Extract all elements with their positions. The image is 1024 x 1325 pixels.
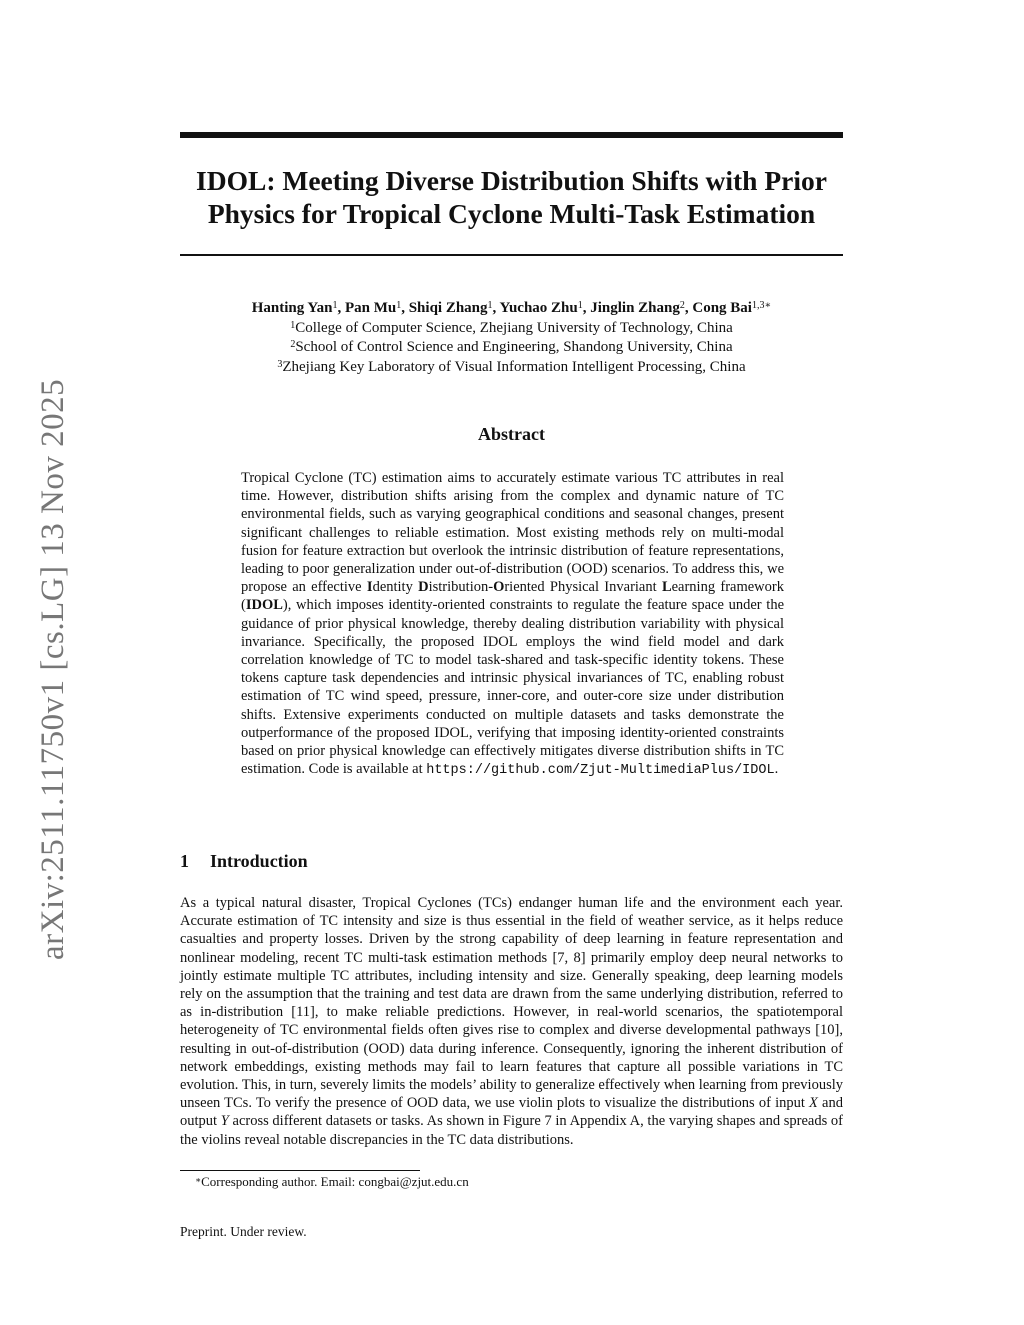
title-top-rule xyxy=(180,132,843,138)
footnote xyxy=(195,1174,469,1190)
abstract-text: . xyxy=(774,761,779,778)
title-line-2: Physics for Tropical Cyclone Multi-Task Estimation xyxy=(207,198,816,229)
paper-title xyxy=(180,164,843,230)
author-name: Yuchao Zhu xyxy=(499,300,578,316)
section-number: 1 xyxy=(180,851,189,871)
acronym-letter: D xyxy=(418,579,429,596)
author-affiliation-mark: 1 xyxy=(396,300,402,311)
author-name: Hanting Yan xyxy=(251,300,333,316)
title-bottom-rule xyxy=(180,254,843,256)
preprint-notice: Preprint. Under review. xyxy=(180,1224,307,1239)
affiliation xyxy=(180,319,843,339)
footnote-mark: ∗ xyxy=(195,1175,202,1185)
acronym-letter: O xyxy=(493,579,505,596)
code-url-link[interactable]: https://github.com/Zjut-MultimediaPlus/IDOL xyxy=(426,763,775,779)
section-title: Introduction xyxy=(210,851,308,871)
abstract-text: ), which imposes identity-oriented constraints to regulate the feature space under the guidance of prior physical knowledge, thereby dealing distribution variability with physical invariance. Specifically, the proposed IDOL employs the wind field model and dark correlation knowledge of TC to model task-shared and task-specific identity tokens. These tokens capture task dependencies and intrinsic physical invariances of TC, enabling robust estimation of TC wind speed, pressure, inner-core, and outer-core size under distribution shifts. Extensive experiments conducted on multiple datasets and tasks demonstrate the outperformance of the proposed IDOL, verifying that imposing identity-oriented constraints based on prior physical knowledge can effectively mitigates diverse distribution shifts in TC estimation. Code is available at xyxy=(241,597,784,778)
affiliation-mark: 3 xyxy=(277,358,283,370)
author-separator: , xyxy=(582,300,591,316)
acronym: IDOL xyxy=(245,597,283,614)
acronym-letter: L xyxy=(661,579,672,596)
title-line-1: IDOL: Meeting Diverse Distribution Shifts with Prior xyxy=(196,165,827,196)
author-list xyxy=(180,299,843,319)
author-name: Pan Mu xyxy=(344,300,397,316)
affiliation xyxy=(180,358,843,378)
abstract-text: riented Physical Invariant xyxy=(504,579,662,596)
acronym-letter: I xyxy=(366,579,373,596)
body-text: across different datasets or tasks. As shown in Figure 7 in Appendix A, the varying shapes and spreads of the violins reveal notable discrepancies in the TC data distributions. xyxy=(180,1113,843,1148)
author-affiliation-mark: 2 xyxy=(679,300,685,311)
arxiv-identifier: arXiv:2511.11750v1 [cs.LG] 13 Nov 2025 xyxy=(35,378,71,960)
affiliation-text: Zhejiang Key Laboratory of Visual Information Intelligent Processing, China xyxy=(282,358,746,375)
math-variable: Y xyxy=(220,1113,229,1130)
affiliation-mark: 2 xyxy=(290,339,296,350)
author-separator: , xyxy=(337,300,345,316)
abstract-text: dentity xyxy=(372,579,419,596)
author-affiliation-mark: 1,3∗ xyxy=(751,300,772,311)
author-affiliation-mark: 1 xyxy=(577,300,583,311)
author-name: Jinglin Zhang xyxy=(590,300,680,316)
affiliation-mark: 1 xyxy=(290,319,296,331)
body-text: and output xyxy=(180,1095,843,1130)
author-affiliation-mark: 1 xyxy=(332,300,338,311)
affiliation-text: College of Computer Science, Zhejiang University of Technology, China xyxy=(295,319,733,336)
affiliation-text: School of Control Science and Engineering, Shandong University, China xyxy=(295,339,733,355)
body-text: As a typical natural disaster, Tropical Cyclones (TCs) endanger human life and the environment each year. Accurate estimation of TC intensity and size is thus essential in the field of weather service, as it helps reduce casualties and property losses. Driven by the strong capability of deep learning in feature representation and nonlinear modeling, recent TC multi-task estimation methods [7, 8] primarily employ deep neural networks to jointly estimate multiple TC attributes, including intensity and size. Generally speaking, deep learning models rely on the assumption that the training and test data are drawn from the same underlying distribution, referred to as in-distribution [11], to make reliable predictions. However, in real-world scenarios, the spatiotemporal heterogeneity of TC environmental fields often gives rise to complex and diverse developmental pathways [10], resulting in out-of-distribution (OOD) data during inference. Consequently, ignoring the inherent distribution of network embeddings, existing methods may fail to learn features that capture all possible variations in TC evolution. This, in turn, severely limits the models’ ability to generalize effectively when learning from previously unseen TCs. To verify the presence of OOD data, we use violin plots to visualize the distributions of input xyxy=(180,895,843,1112)
author-name: Cong Bai xyxy=(692,300,752,316)
author-separator: , xyxy=(492,300,500,316)
section-heading xyxy=(180,851,308,872)
footnote-text: Corresponding author. Email: congbai@zjut.edu.cn xyxy=(201,1174,469,1189)
abstract-text: earning framework ( xyxy=(241,579,784,614)
author-separator: , xyxy=(684,300,693,316)
affiliation xyxy=(180,338,843,358)
author-affiliation-mark: 1 xyxy=(487,300,493,311)
abstract-body xyxy=(241,469,784,780)
author-name: Shiqi Zhang xyxy=(408,300,488,316)
author-separator: , xyxy=(401,300,409,316)
footnote-rule xyxy=(180,1170,420,1171)
abstract-text: Tropical Cyclone (TC) estimation aims to accurately estimate various TC attributes in real time. However, distribution shifts arising from the complex and dynamic nature of TC environmental fields, such as varying geographical conditions and seasonal changes, present significant challenges to reliable estimation. Most existing methods rely on multi-modal fusion for feature extraction but overlook the intrinsic distribution of feature representations, leading to poor generalization under out-of-distribution (OOD) scenarios. To address this, we propose an effective xyxy=(241,470,784,596)
introduction-paragraph xyxy=(180,894,843,1149)
math-variable: X xyxy=(809,1095,818,1112)
abstract-heading: Abstract xyxy=(478,424,545,444)
author-block xyxy=(180,299,843,377)
abstract-text: istribution- xyxy=(428,579,494,596)
